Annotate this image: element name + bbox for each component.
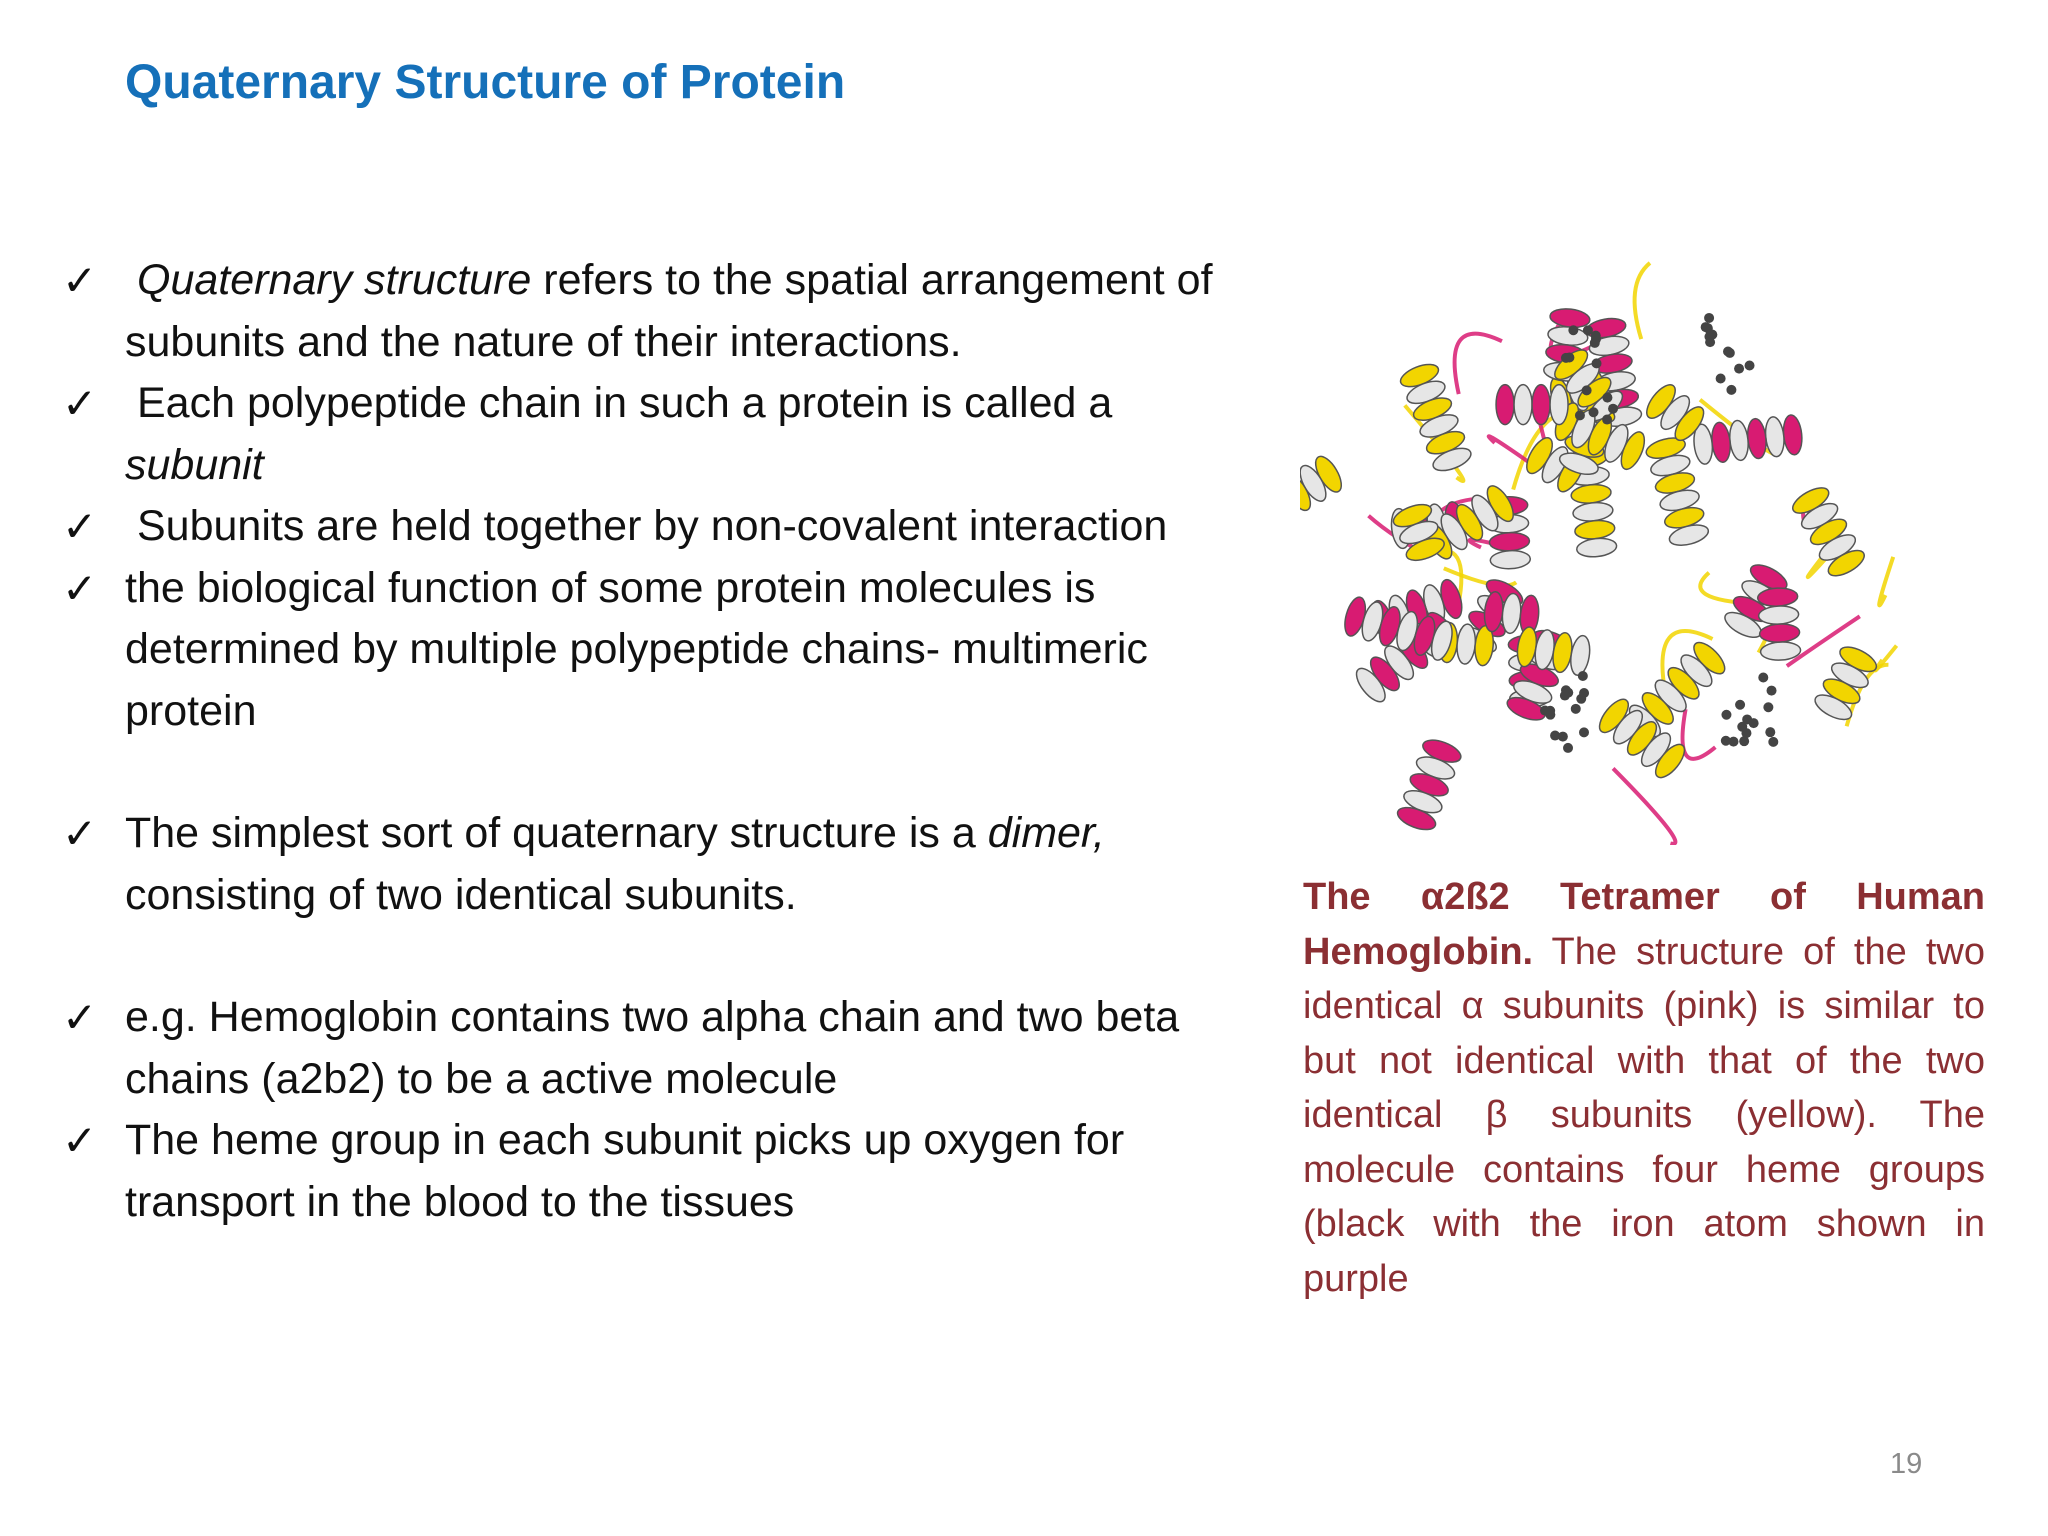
bullet-text: The heme group in each subunit picks up oxygen for transport in the blood to the tissues: [125, 1116, 1125, 1226]
coil-strand: [1635, 263, 1650, 339]
helix-turn: [1549, 307, 1591, 329]
heme-atom: [1763, 702, 1773, 712]
helix-segment: [1757, 587, 1801, 661]
helix-turn: [1455, 623, 1476, 664]
heme-atom: [1729, 737, 1739, 747]
bullet-italic: subunit: [125, 440, 264, 489]
helix-turn: [1570, 483, 1612, 505]
bullet-text: consisting of two identical subunits.: [125, 870, 797, 919]
heme-atom: [1745, 360, 1755, 370]
bullet-item: [62, 558, 1232, 743]
bullet-italic: Quaternary structure: [137, 256, 532, 304]
heme-atom: [1550, 731, 1560, 741]
caption-text: The structure of the two identical α subunits (pink) is similar to but not identical with that of the two identical β subunits (yellow). The molecule contains four heme groups (black with the iron atom shown in purple: [1303, 930, 1985, 1300]
checkmark-icon: ✓: [62, 564, 98, 612]
heme-atom: [1765, 727, 1775, 737]
heme-atom: [1705, 337, 1715, 347]
hemoglobin-figure: [1300, 245, 1990, 845]
helix-turn: [1514, 385, 1532, 425]
heme-atom: [1568, 325, 1578, 335]
bullet-text: The simplest sort of quaternary structure is a: [125, 809, 988, 857]
helix-turn: [1572, 501, 1614, 523]
heme-atom: [1589, 407, 1599, 417]
helix-segment: [1811, 642, 1880, 724]
heme-atom: [1739, 736, 1749, 746]
heme-atom: [1734, 364, 1744, 374]
helix-segment: [1395, 736, 1464, 834]
heme-atom: [1758, 673, 1768, 683]
checkmark-icon: ✓: [62, 994, 98, 1041]
heme-atom: [1563, 743, 1573, 753]
bullet-item: [62, 803, 1232, 926]
bullet-item: [62, 250, 1232, 373]
helix-turn: [1532, 385, 1550, 425]
heme-atom: [1571, 704, 1581, 714]
helix-turn: [1550, 385, 1568, 425]
heme-atom: [1590, 338, 1600, 348]
heme-atom: [1561, 353, 1571, 363]
heme-atom: [1767, 686, 1777, 696]
helix-segment: [1496, 385, 1568, 425]
heme-atom: [1579, 727, 1589, 737]
caption-title: The α2ß2 Tetramer of Human Hemoglobin.: [1303, 876, 1985, 973]
coil-strand: [1879, 557, 1893, 605]
heme-atom: [1723, 346, 1733, 356]
heme-atom: [1575, 410, 1585, 420]
coil-strand: [1455, 334, 1502, 394]
heme-atom: [1768, 737, 1778, 747]
bullet-text: Subunits are held together by non-covalent interaction: [137, 502, 1168, 550]
heme-atom: [1582, 385, 1592, 395]
heme-atom: [1592, 358, 1602, 368]
heme-atom: [1540, 706, 1550, 716]
heme-atom: [1721, 710, 1731, 720]
helix-turn: [1547, 325, 1589, 347]
coil-strand: [1613, 768, 1675, 843]
heme-atom: [1608, 404, 1618, 414]
helix-turn: [1574, 519, 1616, 541]
helix-turn: [1759, 623, 1800, 643]
helix-segment: [1300, 452, 1346, 523]
bullet-italic: dimer,: [987, 809, 1105, 857]
checkmark-icon: ✓: [62, 810, 98, 857]
hemoglobin-tetramer-icon: [1300, 245, 1990, 845]
bullet-item: [62, 373, 1232, 496]
heme-atom: [1749, 718, 1759, 728]
helix-turn: [1490, 550, 1531, 570]
slide-title: Quaternary Structure of Protein: [125, 56, 846, 109]
heme-atom: [1726, 385, 1736, 395]
heme-atom: [1560, 691, 1570, 701]
helix-segment: [1789, 483, 1868, 581]
heme-atom: [1576, 694, 1586, 704]
helix-segment: [1692, 414, 1804, 465]
bullet-item: [62, 496, 1232, 558]
heme-atom: [1578, 671, 1588, 681]
heme-atom: [1704, 313, 1714, 323]
bullet-list: [62, 250, 1232, 1233]
heme-atom: [1716, 374, 1726, 384]
bullet-item: [62, 987, 1232, 1110]
bullet-text: refers to the spatial arrangement of subunits and the nature of their interactions.: [125, 256, 1213, 366]
checkmark-icon: ✓: [62, 380, 98, 427]
helix-turn: [1710, 421, 1732, 463]
coil-strand: [1683, 709, 1716, 759]
checkmark-icon: ✓: [62, 503, 98, 550]
heme-atom: [1735, 700, 1745, 710]
bullet-item: [62, 1110, 1232, 1233]
checkmark-icon: ✓: [62, 1117, 98, 1164]
helix-turn: [1496, 385, 1514, 425]
helix-turn: [1746, 418, 1768, 460]
checkmark-icon: ✓: [62, 257, 98, 304]
figure-caption: [1303, 870, 1985, 1306]
heme-atom: [1737, 722, 1747, 732]
bullet-text: e.g. Hemoglobin contains two alpha chain and two beta chains (a2b2) to be a active molecule: [125, 993, 1180, 1103]
helix-turn: [1489, 532, 1530, 552]
helix-turn: [1782, 414, 1804, 456]
bullet-text: Each polypeptide chain in such a protein is called a: [137, 379, 1113, 427]
heme-atom: [1602, 415, 1612, 425]
bullet-text: the biological function of some protein molecules is determined by multiple polypeptide chains- multimeric protein: [125, 563, 1148, 735]
page-number: 19: [1890, 1448, 1923, 1480]
heme-atom: [1602, 393, 1612, 403]
helix-segment: [1398, 360, 1474, 475]
helix-turn: [1576, 537, 1618, 559]
helix-turn: [1728, 420, 1750, 462]
